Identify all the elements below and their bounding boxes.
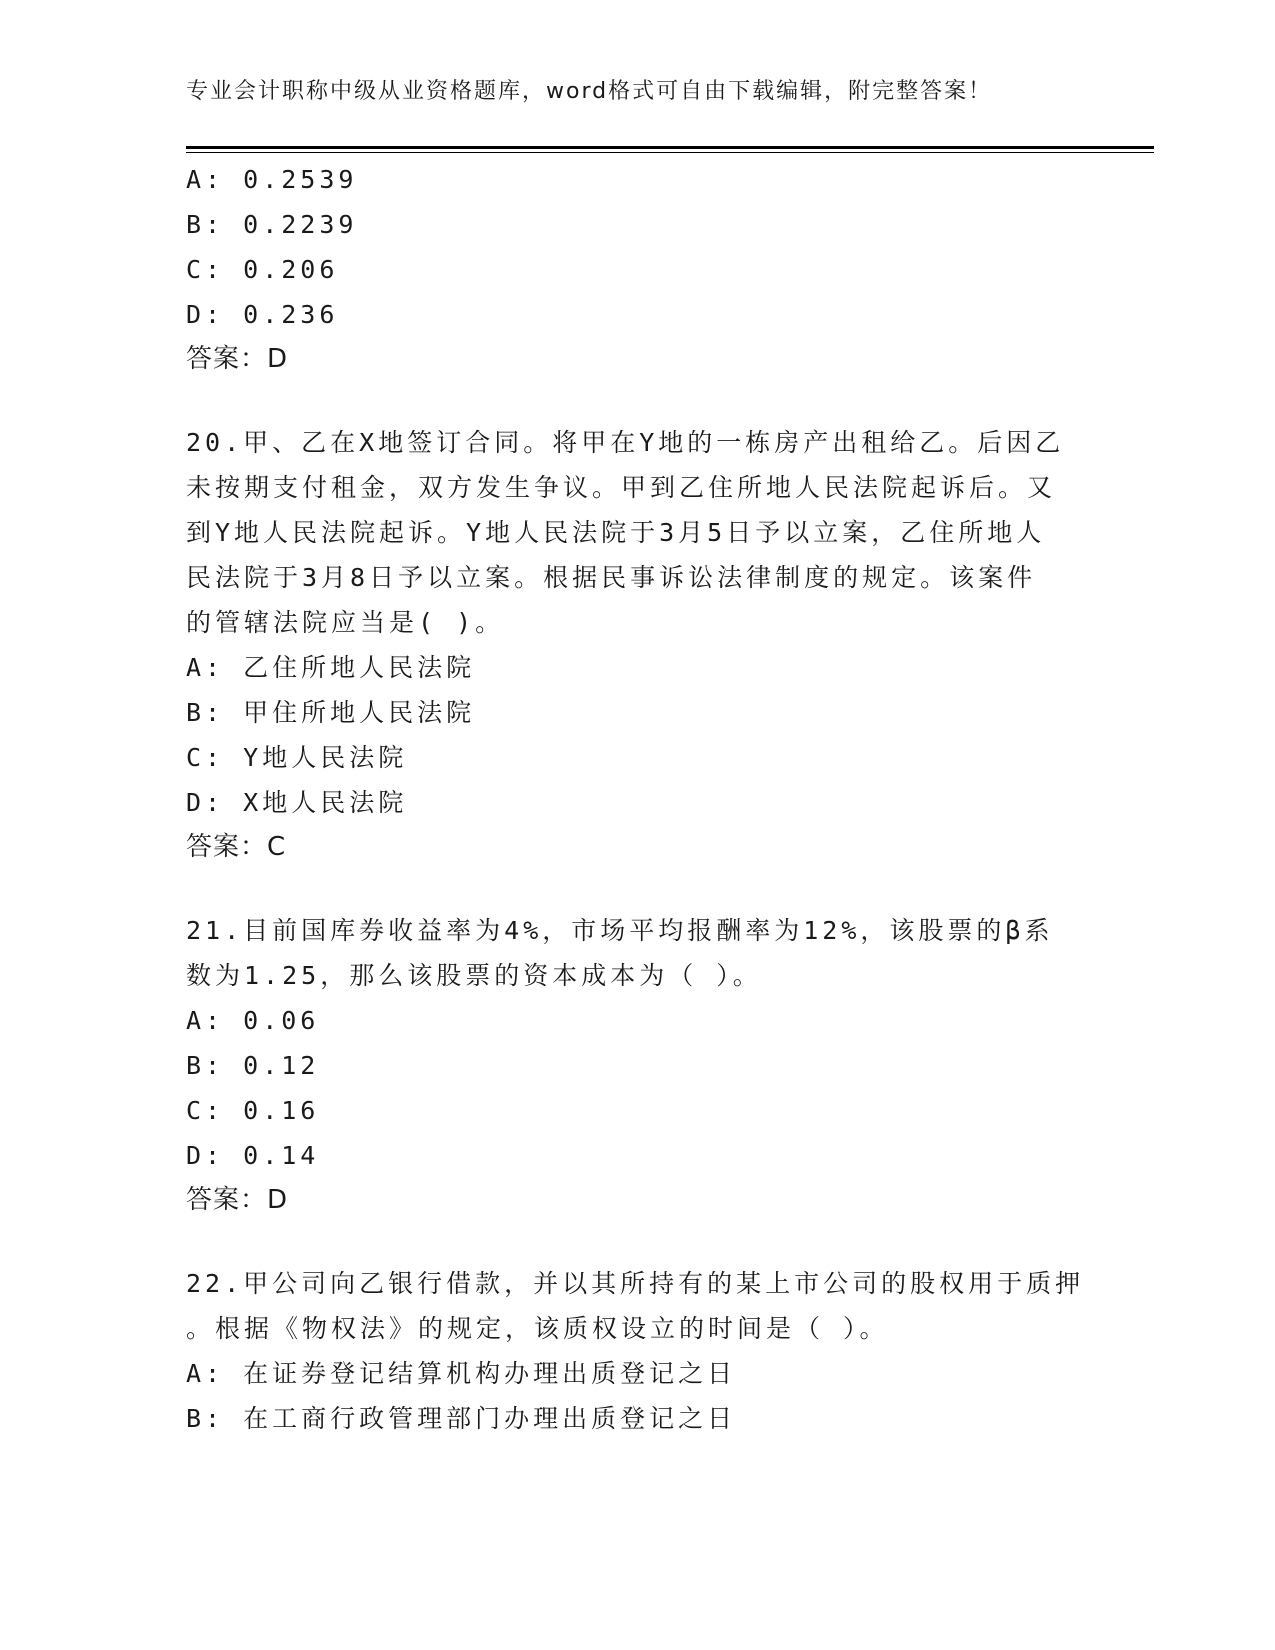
option-b: B: 0.2239 (186, 210, 358, 239)
header-rule-thin (186, 152, 1154, 153)
option-a: A: 0.06 (186, 1006, 320, 1035)
question-stem-line: 数为1.25，那么该股票的资本成本为（ ）。 (186, 961, 762, 990)
question-stem-line: 22.甲公司向乙银行借款，并以其所持有的某上市公司的股权用于质押 (186, 1269, 1085, 1298)
question-22 (186, 1261, 1086, 1441)
option-c: C: 0.16 (186, 1096, 320, 1125)
question-stem-line: 到Y地人民法院起诉。Y地人民法院于3月5日予以立案，乙住所地人 (186, 518, 1046, 547)
option-b: B: 在工商行政管理部门办理出质登记之日 (186, 1404, 737, 1433)
option-d: D: 0.14 (186, 1141, 320, 1170)
question-19-options (186, 157, 1086, 382)
question-20 (186, 420, 1086, 870)
page-header: 专业会计职称中级从业资格题库，word格式可自由下载编辑，附完整答案！ (186, 79, 993, 104)
question-stem-line: 20.甲、乙在X地签订合同。将甲在Y地的一栋房产出租给乙。后因乙 (186, 428, 1065, 457)
question-stem-line: 21.目前国库券收益率为4%，市场平均报酬率为12%，该股票的β系 (186, 916, 1054, 945)
option-b: B: 0.12 (186, 1051, 320, 1080)
question-21 (186, 908, 1086, 1223)
question-stem-line: 民法院于3月8日予以立案。根据民事诉讼法律制度的规定。该案件 (186, 563, 1037, 592)
question-stem-line: 未按期支付租金，双方发生争议。甲到乙住所地人民法院起诉后。又 (186, 473, 1057, 502)
header-rule-thick (186, 146, 1154, 149)
option-d: D: X地人民法院 (186, 788, 408, 817)
option-d: D: 0.236 (186, 300, 339, 329)
answer-line: 答案：D (186, 1185, 289, 1215)
option-c: C: Y地人民法院 (186, 743, 408, 772)
option-c: C: 0.206 (186, 255, 339, 284)
option-b: B: 甲住所地人民法院 (186, 698, 476, 727)
question-content (186, 157, 1086, 1441)
answer-line: 答案：C (186, 832, 287, 862)
question-stem-line: 的管辖法院应当是( )。 (186, 608, 505, 637)
option-a: A: 0.2539 (186, 165, 358, 194)
option-a: A: 在证券登记结算机构办理出质登记之日 (186, 1359, 737, 1388)
question-stem-line: 。根据《物权法》的规定，该质权设立的时间是（ ）。 (186, 1314, 889, 1343)
option-a: A: 乙住所地人民法院 (186, 653, 476, 682)
answer-line: 答案：D (186, 344, 289, 374)
